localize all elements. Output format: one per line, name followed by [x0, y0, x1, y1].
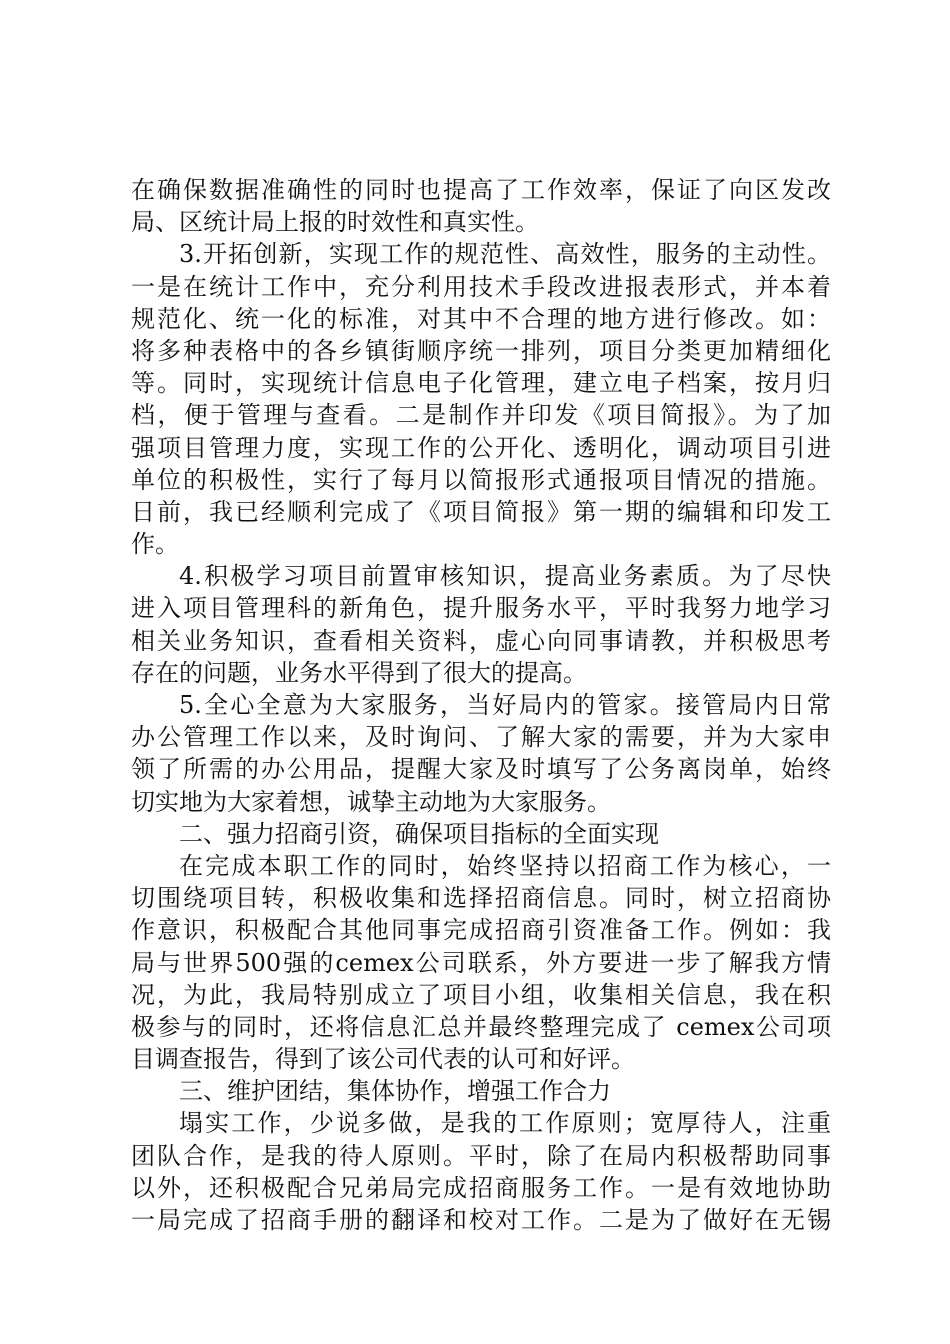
section-heading: 三、维护团结，集体协作，增强工作合力	[179, 1077, 611, 1106]
text-line: 日前，我已经顺利完成了《项目简报》第一期的编辑和印发工	[131, 497, 831, 526]
text-line: 领了所需的办公用品，提醒大家及时填写了公务离岗单，始终	[131, 755, 831, 784]
text-line: 进入项目管理科的新角色，提升服务水平，平时我努力地学习	[131, 594, 831, 623]
text-line: 一局完成了招商手册的翻译和校对工作。二是为了做好在无锡	[131, 1206, 831, 1234]
text-line: 局、区统计局上报的时效性和真实性。	[131, 208, 539, 237]
text-line: 档，便于管理与查看。二是制作并印发《项目简报》。为了加	[131, 401, 831, 430]
text-line: 3.开拓创新，实现工作的规范性、高效性，服务的主动性。	[179, 240, 831, 269]
text-line: 切实地为大家着想，诚挚主动地为大家服务。	[131, 787, 611, 816]
text-line: 存在的问题，业务水平得到了很大的提高。	[131, 658, 587, 687]
text-line: 单位的积极性，实行了每月以简报形式通报项目情况的措施。	[131, 465, 831, 494]
text-line: 况，为此，我局特别成立了项目小组，收集相关信息，我在积	[131, 980, 831, 1009]
text-line: 5.全心全意为大家服务，当好局内的管家。接管局内日常	[179, 691, 831, 719]
text-line: 团队合作，是我的待人原则。平时，除了在局内积极帮助同事	[131, 1141, 831, 1170]
text-line: 办公管理工作以来，及时询问、了解大家的需要，并为大家申	[131, 723, 831, 752]
text-line: 在完成本职工作的同时，始终坚持以招商工作为核心，一	[179, 851, 831, 880]
text-line: 将多种表格中的各乡镇街顺序统一排列，项目分类更加精细化	[131, 336, 831, 365]
text-line: 切围绕项目转，积极收集和选择招商信息。同时，树立招商协	[131, 884, 831, 913]
text-line: 作意识，积极配合其他同事完成招商引资准备工作。例如：我	[131, 916, 831, 945]
document-body	[131, 174, 831, 1236]
text-line: 规范化、统一化的标准，对其中不合理的地方进行修改。如：	[131, 304, 831, 333]
text-line: 极参与的同时，还将信息汇总并最终整理完成了 cemex公司项	[131, 1012, 831, 1041]
text-line: 作。	[131, 530, 179, 559]
text-line: 在确保数据准确性的同时也提高了工作效率，保证了向区发改	[131, 176, 831, 204]
text-line: 相关业务知识，查看相关资料，虚心向同事请教，并积极思考	[131, 626, 831, 655]
text-line: 4.积极学习项目前置审核知识，提高业务素质。为了尽快	[179, 562, 831, 591]
text-line: 强项目管理力度，实现工作的公开化、透明化，调动项目引进	[131, 433, 831, 462]
text-line: 目调查报告，得到了该公司代表的认可和好评。	[131, 1045, 635, 1074]
text-line: 以外，还积极配合兄弟局完成招商服务工作。一是有效地协助	[131, 1173, 831, 1202]
text-line: 一是在统计工作中，充分利用技术手段改进报表形式，并本着	[131, 272, 831, 301]
text-line: 塌实工作，少说多做，是我的工作原则；宽厚待人，注重	[179, 1109, 831, 1138]
text-line: 局与世界500强的cemex公司联系，外方要进一步了解我方情	[131, 948, 831, 977]
text-line: 等。同时，实现统计信息电子化管理，建立电子档案，按月归	[131, 369, 831, 398]
section-heading: 二、强力招商引资，确保项目指标的全面实现	[179, 819, 659, 848]
